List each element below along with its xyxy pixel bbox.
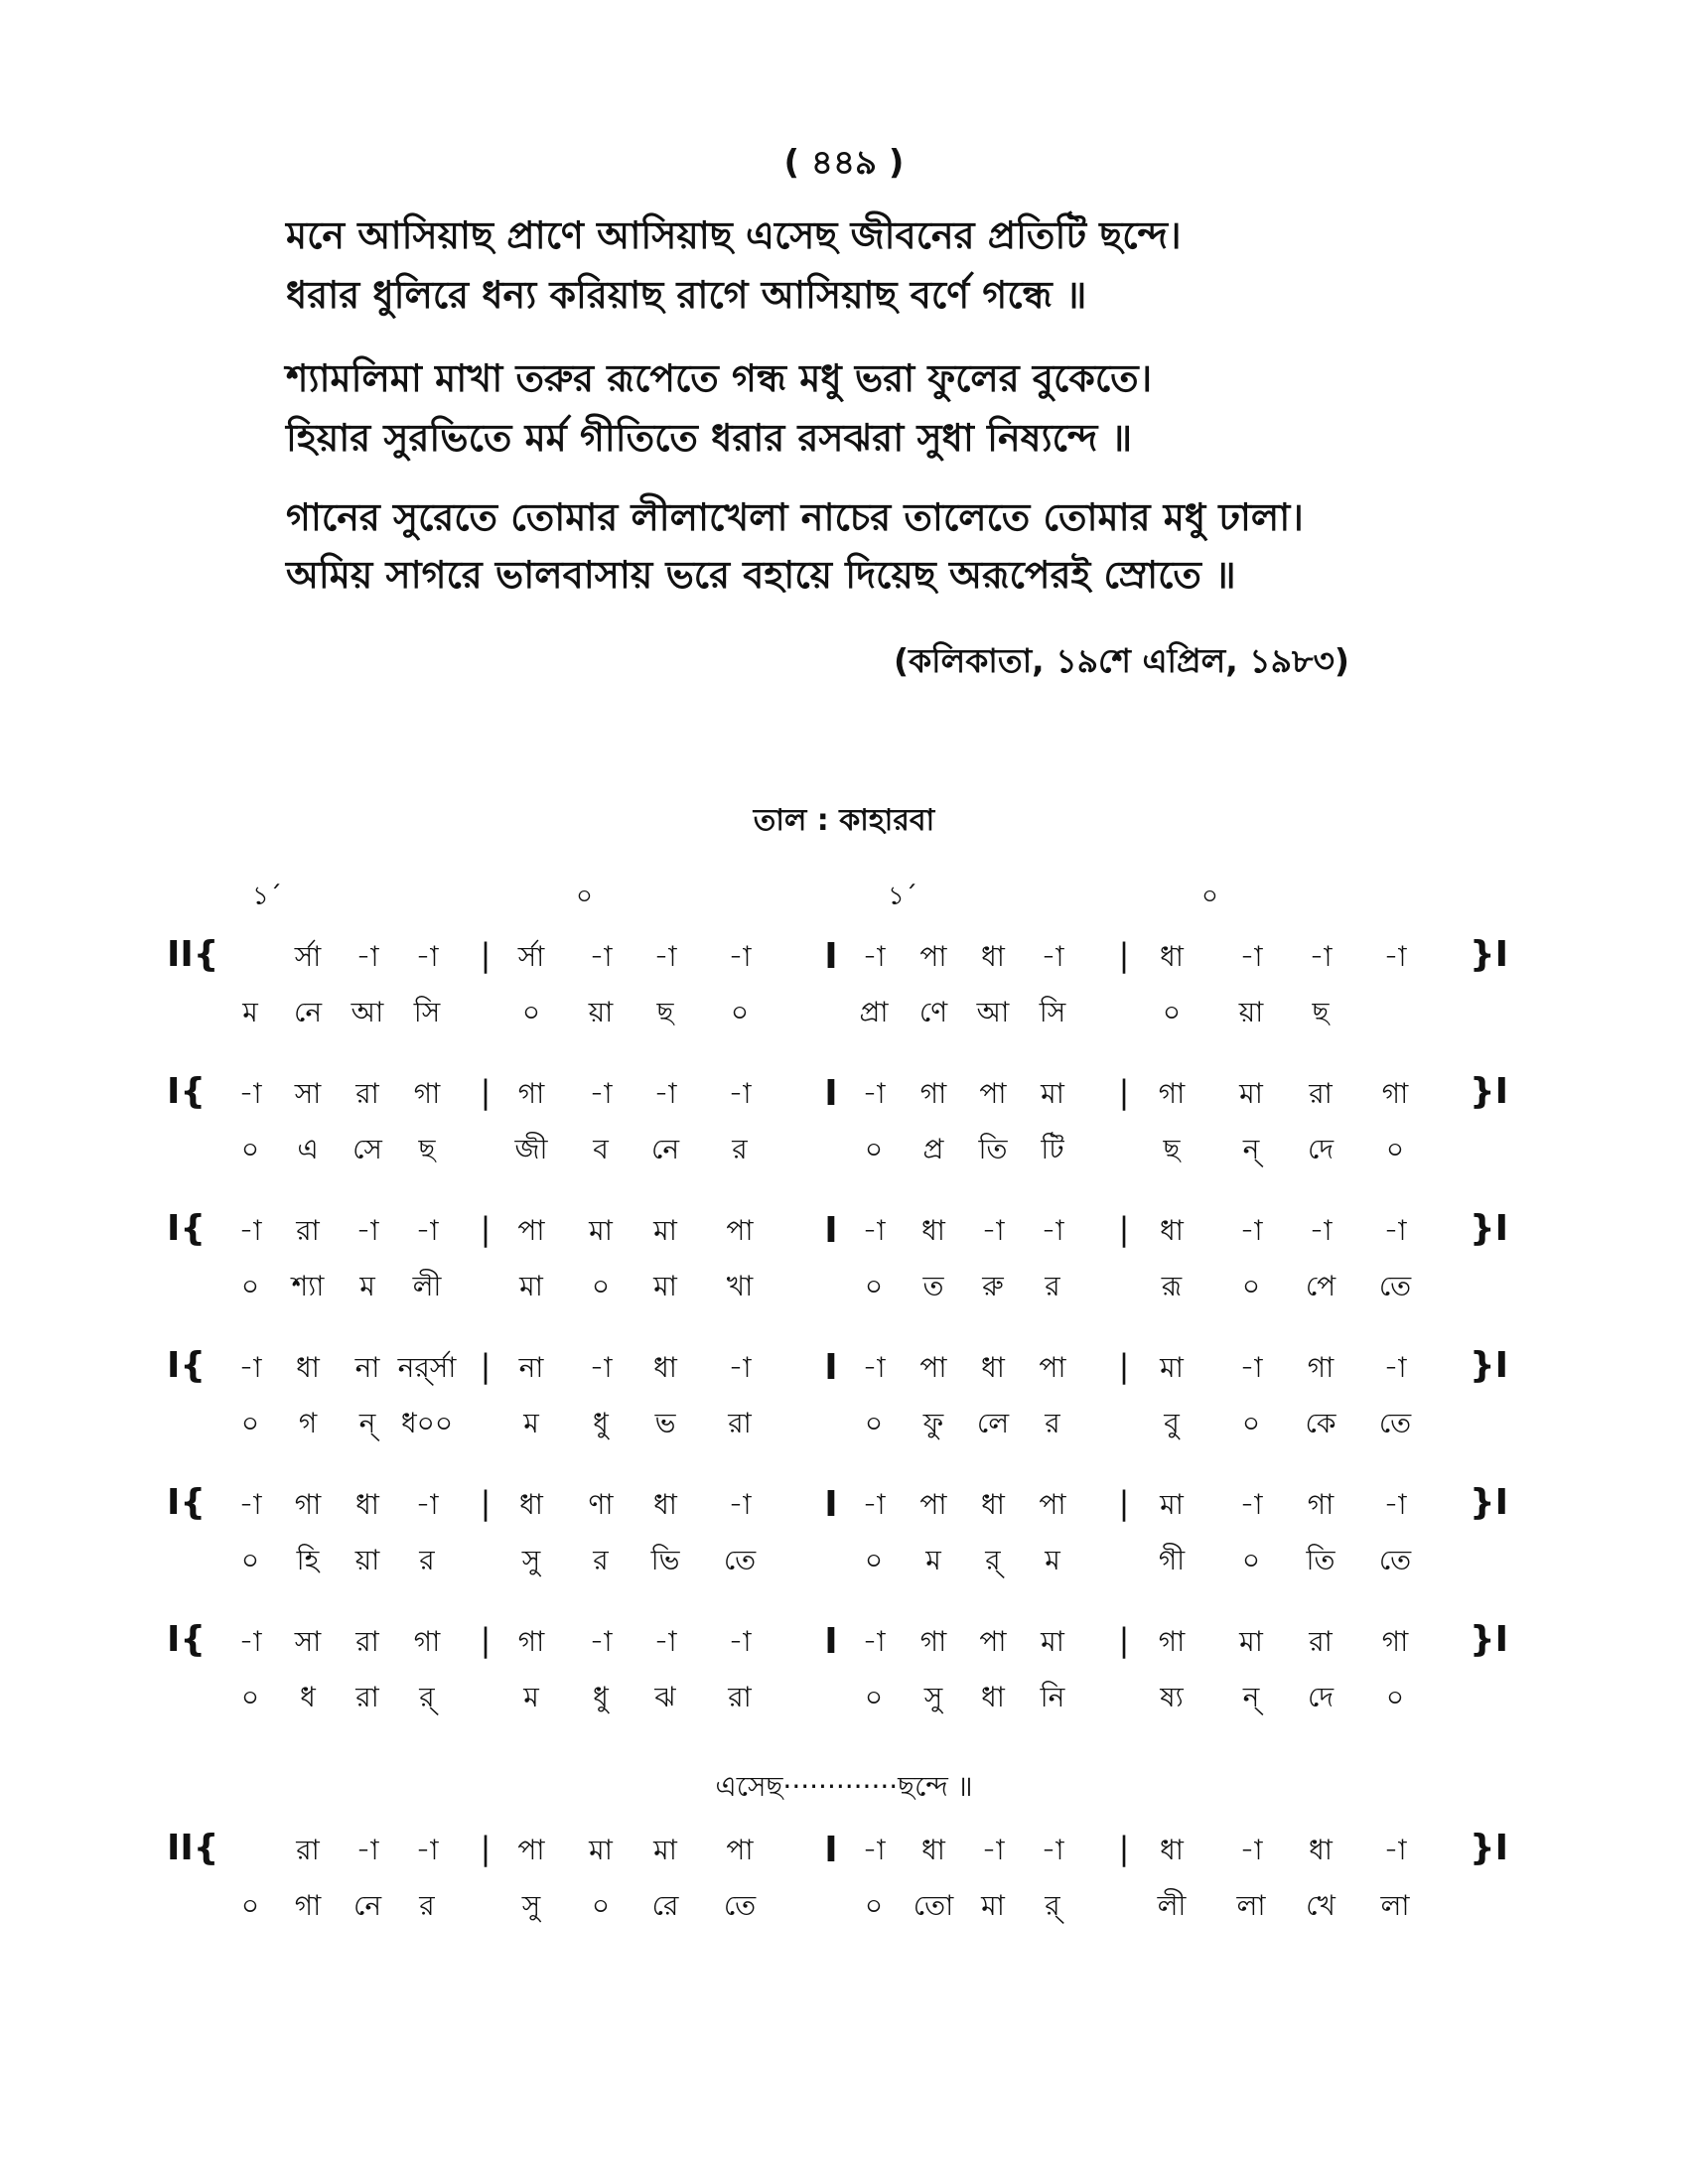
lyric-syllable: লা bbox=[1236, 1889, 1266, 1922]
lyric-syllable: ০ bbox=[1162, 996, 1182, 1028]
lyric-syllable: র্ bbox=[419, 1681, 435, 1713]
lyric-syllable: ধ bbox=[300, 1681, 316, 1713]
swara-note: -া bbox=[862, 1625, 886, 1658]
swara-note: পা bbox=[979, 1077, 1007, 1110]
bar-line: | bbox=[1118, 1073, 1130, 1111]
swara-note: মা bbox=[1160, 1488, 1184, 1521]
repeat-open-symbol: I{ bbox=[167, 1208, 207, 1249]
lyric-syllable: লী bbox=[1157, 1889, 1187, 1922]
repeat-open-symbol: I{ bbox=[167, 1345, 207, 1386]
swara-note: পা bbox=[726, 1834, 754, 1866]
lyric-syllable: তো bbox=[913, 1889, 954, 1922]
bar-line: | bbox=[480, 1621, 492, 1659]
swara-note: পা bbox=[517, 1214, 545, 1247]
swara-note: রা bbox=[1309, 1077, 1333, 1110]
swara-note: -া bbox=[1309, 940, 1333, 973]
lyric-syllable: সু bbox=[521, 1544, 541, 1576]
lyric-syllable: ০ bbox=[1241, 1544, 1261, 1576]
lyric-syllable: মা bbox=[519, 1270, 543, 1302]
bar-line: | bbox=[480, 936, 492, 974]
bar-line: | bbox=[1118, 936, 1130, 974]
repeat-open-symbol: I{ bbox=[167, 1482, 207, 1523]
lyric-syllable: ০ bbox=[864, 1681, 884, 1713]
swara-note: গা bbox=[294, 1488, 322, 1521]
lyric-syllable: আ bbox=[351, 996, 384, 1028]
swara-note: -া bbox=[653, 1625, 677, 1658]
lyric-syllable: তি bbox=[1306, 1544, 1336, 1576]
swara-note: সা bbox=[294, 1625, 322, 1658]
swara-note: মা bbox=[1041, 1077, 1064, 1110]
lyric-syllable: য়া bbox=[354, 1544, 380, 1576]
bar-line: | bbox=[1118, 1830, 1130, 1867]
swara-note: পা bbox=[919, 940, 947, 973]
swara-note: রা bbox=[296, 1834, 320, 1866]
swara-note: ধা bbox=[519, 1488, 543, 1521]
lyric-syllable: ০ bbox=[1385, 1133, 1405, 1165]
lyric-syllable: সি bbox=[413, 996, 441, 1028]
lyric-syllable: ০ bbox=[240, 1889, 260, 1922]
swara-note: -া bbox=[415, 1488, 439, 1521]
lyric-syllable: ছ bbox=[1163, 1133, 1181, 1165]
lyric-syllable: টি bbox=[1041, 1133, 1064, 1165]
swara-note: র্সা bbox=[294, 940, 322, 973]
swara-note: মা bbox=[653, 1834, 677, 1866]
lyric-syllable: নি bbox=[1040, 1681, 1065, 1713]
swara-note: না bbox=[354, 1351, 380, 1384]
swara-note: মা bbox=[653, 1214, 677, 1247]
beat-mark: ১´ bbox=[252, 882, 282, 911]
lyric-syllable: ম bbox=[1045, 1544, 1060, 1576]
swara-note: -া bbox=[1309, 1214, 1333, 1247]
lyric-syllable: ০ bbox=[591, 1270, 611, 1302]
lyric-syllable: সি bbox=[1039, 996, 1066, 1028]
swara-note: মা bbox=[1239, 1625, 1263, 1658]
lyric-syllable: ০ bbox=[240, 1270, 260, 1302]
swara-note: -া bbox=[862, 1214, 886, 1247]
lyric-syllable: নে bbox=[293, 996, 323, 1028]
swara-note: গা bbox=[1158, 1077, 1186, 1110]
lyric-syllable: ০ bbox=[864, 1270, 884, 1302]
lyric-syllable: লী bbox=[412, 1270, 442, 1302]
lyric-syllable: হি bbox=[296, 1544, 320, 1576]
lyric-syllable: রা bbox=[728, 1681, 752, 1713]
swara-note: -া bbox=[728, 1351, 752, 1384]
lyric-syllable: তে bbox=[1378, 1407, 1412, 1439]
lyric-syllable: গ bbox=[298, 1407, 318, 1439]
lyric-syllable: নে bbox=[650, 1133, 680, 1165]
swara-note: মা bbox=[1160, 1351, 1184, 1384]
swara-note: ধা bbox=[1160, 1834, 1184, 1866]
swara-note: মা bbox=[589, 1834, 613, 1866]
swara-note: গা bbox=[919, 1625, 947, 1658]
swara-note: -া bbox=[1383, 1214, 1407, 1247]
lyric-syllable: তে bbox=[1378, 1544, 1412, 1576]
swara-note: ধা bbox=[653, 1488, 677, 1521]
lyric-line: মনে আসিয়াছ প্রাণে আসিয়াছ এসেছ জীবনের প্রতিটি ছন্দে। bbox=[286, 213, 1182, 257]
swara-note: নর্র্সা bbox=[397, 1351, 457, 1384]
swara-note: রা bbox=[355, 1625, 379, 1658]
lyric-syllable: ০ bbox=[1241, 1270, 1261, 1302]
bar-line: I bbox=[824, 1621, 838, 1662]
swara-note: -া bbox=[1041, 1214, 1064, 1247]
repeat-line: এসেছ·············ছন্দে ॥ bbox=[715, 1770, 973, 1803]
swara-note: -া bbox=[1383, 1834, 1407, 1866]
repeat-close-symbol: }I bbox=[1470, 1482, 1509, 1523]
swara-note: -া bbox=[728, 1077, 752, 1110]
lyric-line: গানের সুরেতে তোমার লীলাখেলা নাচের তালেতে তোমার মধু ঢালা। bbox=[286, 495, 1304, 539]
bar-line: | bbox=[480, 1830, 492, 1867]
lyric-syllable: র bbox=[732, 1133, 748, 1165]
swara-note: মা bbox=[1041, 1625, 1064, 1658]
lyric-syllable: ০ bbox=[240, 1681, 260, 1713]
swara-note: -া bbox=[589, 940, 613, 973]
lyric-syllable: ধা bbox=[981, 1681, 1005, 1713]
repeat-close-symbol: }I bbox=[1470, 1619, 1509, 1660]
swara-note: গা bbox=[1158, 1625, 1186, 1658]
lyric-line: ধরার ধুলিরে ধন্য করিয়াছ রাগে আসিয়াছ বর্ণে গন্ধে ॥ bbox=[286, 273, 1087, 317]
swara-note: মা bbox=[1239, 1077, 1263, 1110]
lyric-syllable: র bbox=[1045, 1270, 1060, 1302]
swara-note: র্সা bbox=[517, 940, 545, 973]
lyric-syllable: রা bbox=[355, 1681, 379, 1713]
swara-note: -া bbox=[355, 940, 379, 973]
swara-note: -া bbox=[415, 1834, 439, 1866]
lyric-syllable: খে bbox=[1306, 1889, 1336, 1922]
swara-note: গা bbox=[1307, 1488, 1335, 1521]
swara-note: -া bbox=[589, 1077, 613, 1110]
lyric-syllable: রু bbox=[982, 1270, 1004, 1302]
bar-line: | bbox=[480, 1347, 492, 1385]
lyric-syllable: মা bbox=[981, 1889, 1005, 1922]
swara-note: পা bbox=[1039, 1488, 1066, 1521]
lyric-syllable: য়া bbox=[588, 996, 614, 1028]
swara-note: পা bbox=[726, 1214, 754, 1247]
swara-note: গা bbox=[517, 1625, 545, 1658]
bar-line: | bbox=[1118, 1347, 1130, 1385]
lyric-syllable: ০ bbox=[864, 1133, 884, 1165]
lyric-syllable: ত bbox=[922, 1270, 944, 1302]
lyric-syllable: ষ্য bbox=[1160, 1681, 1184, 1713]
lyric-syllable: ভ bbox=[654, 1407, 676, 1439]
swara-note: পা bbox=[1039, 1351, 1066, 1384]
lyric-syllable: রে bbox=[651, 1889, 679, 1922]
bar-line: | bbox=[1118, 1210, 1130, 1248]
lyric-syllable: রা bbox=[728, 1407, 752, 1439]
lyric-line: শ্যামলিমা মাখা তরুর রূপেতে গন্ধ মধু ভরা ফুলের বুকেতে। bbox=[286, 356, 1153, 400]
lyric-syllable: র bbox=[593, 1544, 609, 1576]
lyric-syllable: ছ bbox=[656, 996, 674, 1028]
lyric-syllable: জী bbox=[514, 1133, 548, 1165]
lyric-syllable: ০ bbox=[864, 1544, 884, 1576]
swara-note: -া bbox=[1239, 1214, 1263, 1247]
lyric-syllable: ভি bbox=[650, 1544, 680, 1576]
bar-line: | bbox=[480, 1210, 492, 1248]
swara-note: ধা bbox=[1309, 1834, 1333, 1866]
swara-note: রা bbox=[1309, 1625, 1333, 1658]
swara-note: -া bbox=[653, 940, 677, 973]
swara-note: -া bbox=[589, 1351, 613, 1384]
swara-note: না bbox=[518, 1351, 544, 1384]
lyric-syllable: ধু bbox=[593, 1681, 609, 1713]
lyric-syllable: সে bbox=[352, 1133, 382, 1165]
swara-note: -া bbox=[728, 1488, 752, 1521]
lyric-syllable: ০ bbox=[864, 1407, 884, 1439]
lyric-syllable: ম bbox=[925, 1544, 941, 1576]
lyric-syllable: আ bbox=[976, 996, 1010, 1028]
swara-note: -া bbox=[728, 1625, 752, 1658]
swara-note: ধা bbox=[1160, 940, 1184, 973]
swara-note: -া bbox=[862, 1077, 886, 1110]
swara-note: ধা bbox=[296, 1351, 320, 1384]
lyric-syllable: ছ bbox=[1312, 996, 1330, 1028]
swara-note: ধা bbox=[1160, 1214, 1184, 1247]
lyric-syllable: প্রা bbox=[859, 996, 889, 1028]
bar-line: I bbox=[824, 1484, 838, 1525]
repeat-open-symbol: II{ bbox=[167, 1828, 219, 1868]
lyric-syllable: ন্ bbox=[1242, 1133, 1260, 1165]
lyric-syllable: ম bbox=[523, 1407, 539, 1439]
lyric-syllable: তি bbox=[978, 1133, 1008, 1165]
lyric-syllable: ০ bbox=[730, 996, 750, 1028]
swara-note: ধা bbox=[921, 1834, 945, 1866]
lyric-syllable: র্ bbox=[985, 1544, 1001, 1576]
swara-note: -া bbox=[728, 940, 752, 973]
swara-note: -া bbox=[355, 1214, 379, 1247]
lyric-syllable: ম bbox=[523, 1681, 539, 1713]
bar-line: | bbox=[480, 1484, 492, 1522]
lyric-syllable: সু bbox=[923, 1681, 943, 1713]
lyric-syllable: সু bbox=[521, 1889, 541, 1922]
page-number: ( ৪৪৯ ) bbox=[783, 143, 905, 183]
swara-note: ধা bbox=[355, 1488, 379, 1521]
lyric-syllable: শ্যা bbox=[291, 1270, 325, 1302]
swara-note: রা bbox=[355, 1077, 379, 1110]
tal-label: তাল : কাহারবা bbox=[753, 803, 935, 838]
lyric-syllable: ধ০০ bbox=[400, 1407, 454, 1439]
lyric-syllable: গা bbox=[294, 1889, 322, 1922]
beat-mark: ০ bbox=[1201, 882, 1218, 911]
lyric-syllable: খা bbox=[726, 1270, 754, 1302]
bar-line: | bbox=[1118, 1484, 1130, 1522]
swara-note: পা bbox=[919, 1488, 947, 1521]
repeat-close-symbol: }I bbox=[1470, 934, 1509, 975]
lyric-syllable: র্ bbox=[1045, 1889, 1060, 1922]
lyric-syllable: ধু bbox=[593, 1407, 609, 1439]
lyric-syllable: ০ bbox=[1385, 1681, 1405, 1713]
repeat-open-symbol: I{ bbox=[167, 1619, 207, 1660]
lyric-syllable: ০ bbox=[864, 1889, 884, 1922]
lyric-syllable: ০ bbox=[591, 1889, 611, 1922]
swara-note: ণা bbox=[588, 1488, 614, 1521]
lyric-syllable: এ bbox=[297, 1133, 319, 1165]
lyric-syllable: লা bbox=[1380, 1889, 1410, 1922]
bar-line: I bbox=[824, 936, 838, 977]
lyric-syllable: প্র bbox=[922, 1133, 944, 1165]
swara-note: -া bbox=[589, 1625, 613, 1658]
lyric-syllable: লে bbox=[976, 1407, 1010, 1439]
swara-note: -া bbox=[238, 1625, 262, 1658]
lyric-syllable: ণে bbox=[918, 996, 948, 1028]
swara-note: গা bbox=[1381, 1077, 1409, 1110]
place-date: (কলিকাতা, ১৯শে এপ্রিল, ১৯৮৩) bbox=[894, 641, 1350, 680]
lyric-syllable: রূ bbox=[1161, 1270, 1183, 1302]
swara-note: -া bbox=[1239, 1834, 1263, 1866]
lyric-syllable: দে bbox=[1307, 1681, 1335, 1713]
bar-line: I bbox=[824, 1073, 838, 1114]
swara-note: -া bbox=[355, 1834, 379, 1866]
lyric-syllable: তে bbox=[1378, 1270, 1412, 1302]
repeat-close-symbol: }I bbox=[1470, 1208, 1509, 1249]
swara-note: -া bbox=[1041, 940, 1064, 973]
lyric-syllable: ব bbox=[593, 1133, 609, 1165]
repeat-open-symbol: II{ bbox=[167, 934, 219, 975]
swara-note: -া bbox=[1383, 1351, 1407, 1384]
swara-note: -া bbox=[1383, 940, 1407, 973]
lyric-syllable: ন্ bbox=[358, 1407, 376, 1439]
swara-note: ধা bbox=[653, 1351, 677, 1384]
swara-note: -া bbox=[1383, 1488, 1407, 1521]
repeat-close-symbol: }I bbox=[1470, 1345, 1509, 1386]
swara-note: -া bbox=[415, 1214, 439, 1247]
swara-note: গা bbox=[413, 1625, 441, 1658]
bar-line: I bbox=[824, 1210, 838, 1251]
bar-line: I bbox=[824, 1347, 838, 1388]
repeat-close-symbol: }I bbox=[1470, 1071, 1509, 1112]
swara-note: পা bbox=[979, 1625, 1007, 1658]
lyric-syllable: ম bbox=[242, 996, 258, 1028]
lyric-syllable: তে bbox=[723, 1889, 757, 1922]
swara-note: -া bbox=[653, 1077, 677, 1110]
swara-note: -া bbox=[1239, 1488, 1263, 1521]
swara-note: -া bbox=[238, 1351, 262, 1384]
swara-note: রা bbox=[296, 1214, 320, 1247]
bar-line: | bbox=[1118, 1621, 1130, 1659]
lyric-line: অমিয় সাগরে ভালবাসায় ভরে বহায়ে দিয়েছ অরূপেরই স্রোতে ॥ bbox=[286, 553, 1236, 597]
lyric-syllable: নে bbox=[352, 1889, 382, 1922]
swara-note: পা bbox=[919, 1351, 947, 1384]
swara-note: ধা bbox=[981, 940, 1005, 973]
lyric-syllable: ০ bbox=[240, 1407, 260, 1439]
bar-line: | bbox=[480, 1073, 492, 1111]
swara-note: -া bbox=[862, 940, 886, 973]
lyric-syllable: কে bbox=[1305, 1407, 1336, 1439]
swara-note: গা bbox=[1307, 1351, 1335, 1384]
swara-note: গা bbox=[413, 1077, 441, 1110]
lyric-syllable: মা bbox=[653, 1270, 677, 1302]
beat-mark: ০ bbox=[576, 882, 593, 911]
lyric-syllable: ০ bbox=[240, 1544, 260, 1576]
lyric-syllable: ঝ bbox=[654, 1681, 676, 1713]
lyric-syllable: ম bbox=[359, 1270, 375, 1302]
lyric-syllable: ০ bbox=[240, 1133, 260, 1165]
lyric-syllable: ফু bbox=[922, 1407, 944, 1439]
lyric-syllable: ছ bbox=[418, 1133, 436, 1165]
swara-note: -া bbox=[862, 1834, 886, 1866]
swara-note: -া bbox=[238, 1214, 262, 1247]
lyric-syllable: ০ bbox=[1241, 1407, 1261, 1439]
lyric-syllable: র bbox=[1045, 1407, 1060, 1439]
swara-note: -া bbox=[238, 1488, 262, 1521]
swara-note: ধা bbox=[921, 1214, 945, 1247]
swara-note: গা bbox=[1381, 1625, 1409, 1658]
lyric-syllable: র bbox=[419, 1544, 435, 1576]
lyric-syllable: বু bbox=[1164, 1407, 1180, 1439]
swara-note: পা bbox=[517, 1834, 545, 1866]
lyric-syllable: তে bbox=[723, 1544, 757, 1576]
swara-note: -া bbox=[415, 940, 439, 973]
swara-note: ধা bbox=[981, 1351, 1005, 1384]
beat-mark: ১´ bbox=[888, 882, 917, 911]
swara-note: -া bbox=[1239, 1351, 1263, 1384]
swara-note: -া bbox=[862, 1488, 886, 1521]
swara-note: -া bbox=[862, 1351, 886, 1384]
swara-note: সা bbox=[294, 1077, 322, 1110]
lyric-syllable: ০ bbox=[521, 996, 541, 1028]
repeat-open-symbol: I{ bbox=[167, 1071, 207, 1112]
bar-line: I bbox=[824, 1830, 838, 1870]
swara-note: -া bbox=[1239, 940, 1263, 973]
swara-note: গা bbox=[517, 1077, 545, 1110]
swara-note: -া bbox=[238, 1077, 262, 1110]
lyric-syllable: পে bbox=[1305, 1270, 1336, 1302]
lyric-syllable: র bbox=[419, 1889, 435, 1922]
lyric-syllable: য়া bbox=[1238, 996, 1264, 1028]
repeat-close-symbol: }I bbox=[1470, 1828, 1509, 1868]
swara-note: -া bbox=[981, 1834, 1005, 1866]
swara-note: ধা bbox=[981, 1488, 1005, 1521]
swara-note: মা bbox=[589, 1214, 613, 1247]
swara-note: -া bbox=[981, 1214, 1005, 1247]
lyric-syllable: গী bbox=[1158, 1544, 1186, 1576]
lyric-syllable: দে bbox=[1307, 1133, 1335, 1165]
swara-note: গা bbox=[919, 1077, 947, 1110]
lyric-syllable: ন্ bbox=[1242, 1681, 1260, 1713]
lyric-line: হিয়ার সুরভিতে মর্ম গীতিতে ধরার রসঝরা সুধা নিষ্যন্দে ॥ bbox=[286, 416, 1133, 460]
swara-note: -া bbox=[1041, 1834, 1064, 1866]
